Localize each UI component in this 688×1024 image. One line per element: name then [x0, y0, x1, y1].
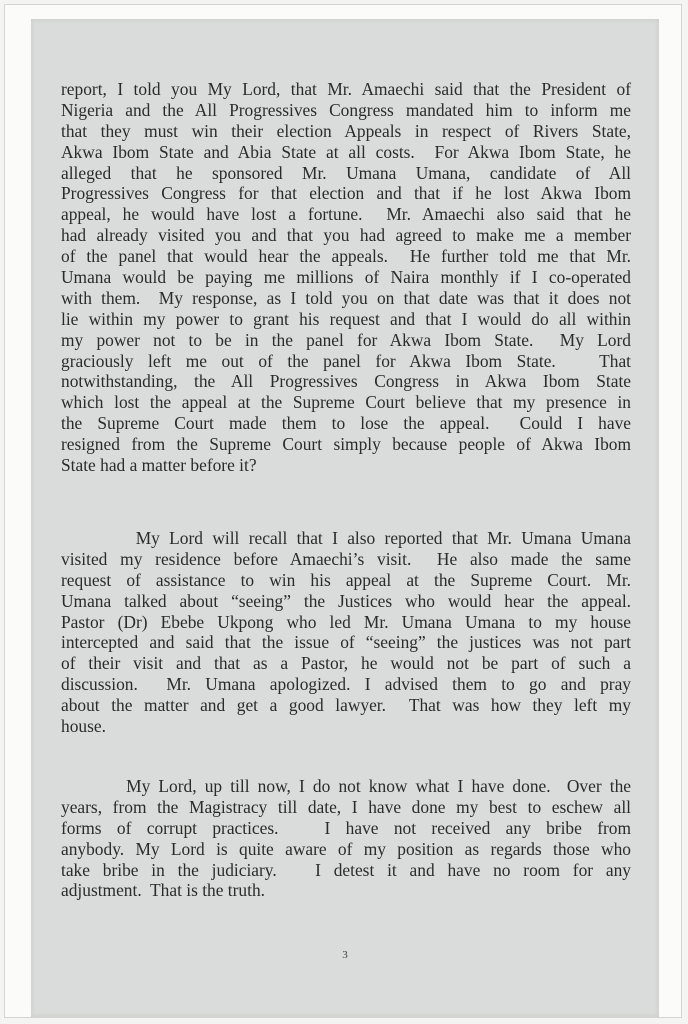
text-line: my power not to be in the panel for Akwa Ibom State. My Lord: [61, 329, 631, 350]
page-number: 3: [342, 949, 348, 961]
text-line: notwithstanding, the All Progressives Congress in Akwa Ibom State: [61, 371, 631, 392]
text-line: of the panel that would hear the appeals. He further told me that Mr.: [61, 246, 631, 267]
text-line: years, from the Magistracy till date, I have done my best to eschew all: [61, 796, 631, 817]
paragraph-3: [61, 776, 631, 901]
text-line: Umana would be paying me millions of Naira monthly if I co-operated: [61, 267, 631, 288]
text-line: which lost the appeal at the Supreme Court believe that my presence in: [61, 392, 631, 413]
text-line: lie within my power to grant his request and that I would do all within: [61, 308, 631, 329]
text-line: report, I told you My Lord, that Mr. Amaechi said that the President of: [61, 79, 631, 99]
text-line: Umana talked about “seeing” the Justices who would hear the appeal.: [61, 590, 631, 611]
text-line: intercepted and said that the issue of “seeing” the justices was not part: [61, 632, 631, 653]
paragraph-1: [61, 79, 631, 476]
text-line: that they must win their election Appeals in respect of Rivers State,: [61, 120, 631, 141]
text-line: graciously left me out of the panel for Akwa Ibom State. That: [61, 350, 631, 371]
text-line: take bribe in the judiciary. I detest it and have no room for any: [61, 859, 631, 880]
text-line: Pastor (Dr) Ebebe Ukpong who led Mr. Umana Umana to my house: [61, 611, 631, 632]
text-line: request of assistance to win his appeal at the Supreme Court. Mr.: [61, 569, 631, 590]
text-line: My Lord will recall that I also reported that Mr. Umana Umana: [61, 528, 631, 548]
text-line: had already visited you and that you had agreed to make me a member: [61, 225, 631, 246]
scanned-letter-page: [31, 19, 659, 1017]
text-line: adjustment. That is the truth.: [61, 880, 265, 901]
text-line: resigned from the Supreme Court simply because people of Akwa Ibom: [61, 434, 631, 455]
screenshot-frame: [4, 4, 682, 1018]
text-line: forms of corrupt practices. I have not received any bribe from: [61, 817, 631, 838]
text-line: My Lord, up till now, I do not know what I have done. Over the: [61, 776, 631, 796]
text-line: anybody. My Lord is quite aware of my position as regards those who: [61, 838, 631, 859]
text-line: discussion. Mr. Umana apologized. I advised them to go and pray: [61, 674, 631, 695]
text-line: appeal, he would have lost a fortune. Mr. Amaechi also said that he: [61, 204, 631, 225]
text-line: of their visit and that as a Pastor, he would not be part of such a: [61, 653, 631, 674]
text-line: alleged that he sponsored Mr. Umana Umana, candidate of All: [61, 162, 631, 183]
text-line: Akwa Ibom State and Abia State at all costs. For Akwa Ibom State, he: [61, 141, 631, 162]
paragraph-2: [61, 528, 631, 737]
text-line: the Supreme Court made them to lose the appeal. Could I have: [61, 413, 631, 434]
text-line: visited my residence before Amaechi’s visit. He also made the same: [61, 548, 631, 569]
text-line: house.: [61, 716, 106, 737]
text-line: with them. My response, as I told you on that date was that it does not: [61, 287, 631, 308]
text-line: about the matter and get a good lawyer. That was how they left my: [61, 695, 631, 716]
text-line: Progressives Congress for that election and that if he lost Akwa Ibom: [61, 183, 631, 204]
text-line: State had a matter before it?: [61, 455, 257, 476]
text-line: Nigeria and the All Progressives Congress mandated him to inform me: [61, 99, 631, 120]
